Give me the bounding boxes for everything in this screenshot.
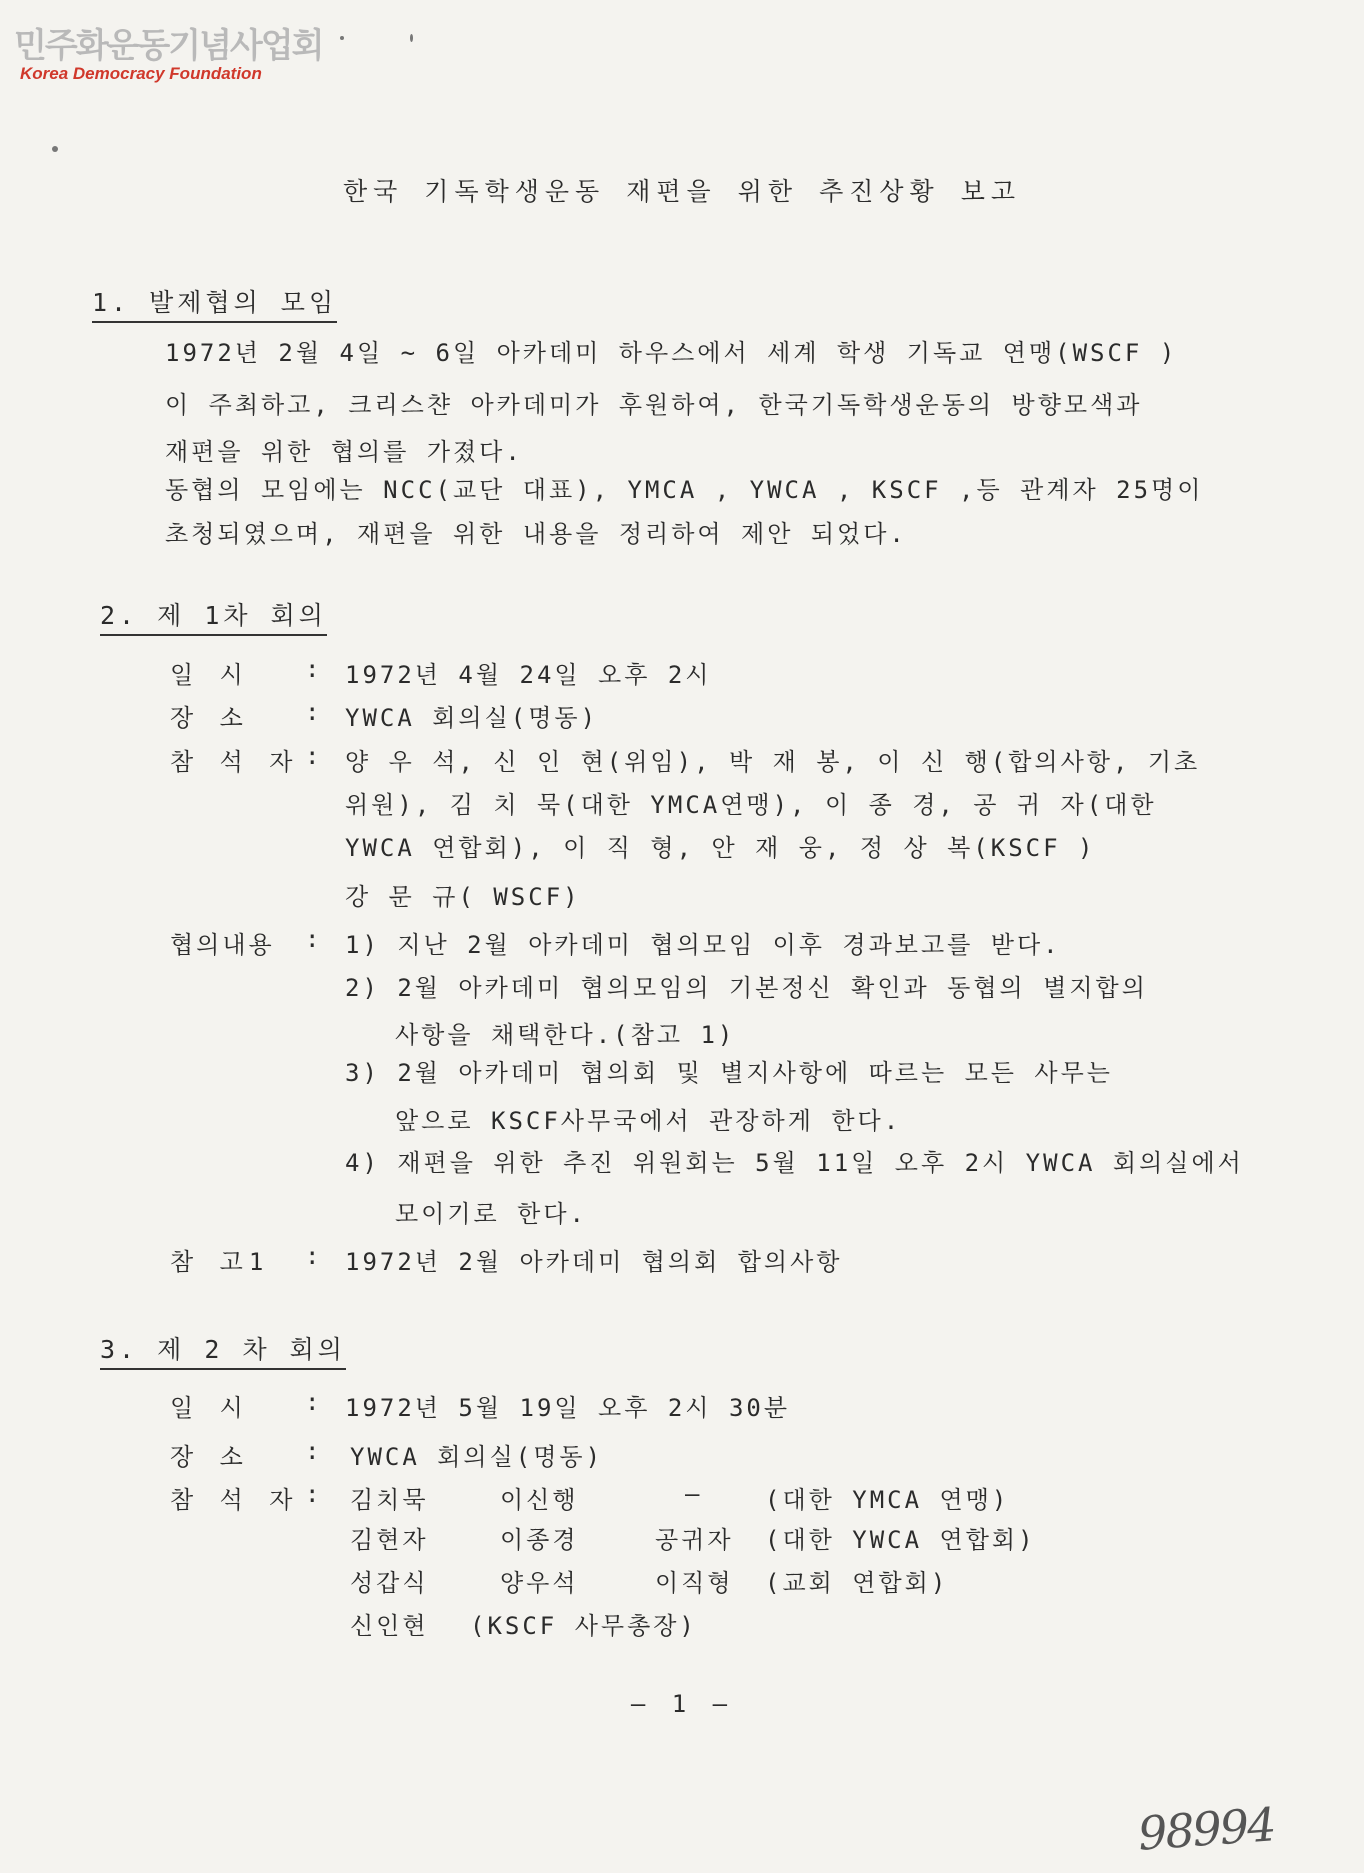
- meeting-1-date: 1972년 4월 24일 오후 2시: [345, 661, 712, 689]
- meeting-1-place: YWCA 회의실(명동): [345, 704, 599, 732]
- attendee-cell: 양우석: [500, 1569, 579, 1597]
- content-item-cont: 사항을 채택한다.(참고 1): [395, 1021, 736, 1049]
- attendee-cell: 신인현: [350, 1612, 429, 1640]
- attendees-line: 강 문 규( WSCF): [345, 883, 581, 911]
- content-item-cont: 앞으로 KSCF사무국에서 관장하게 한다.: [395, 1107, 902, 1135]
- attendee-cell: 공귀자: [655, 1526, 734, 1554]
- section-1-line: 1972년 2월 4일 ~ 6일 아카데미 하우스에서 세계 학생 기독교 연맹(WSCF ): [165, 339, 1178, 367]
- colon: :: [305, 1242, 320, 1270]
- attendees-label: 참 석 자: [170, 1486, 299, 1514]
- content-item: 3) 2월 아카데미 협의회 및 별지사항에 따르는 모든 사무는: [345, 1059, 1113, 1087]
- content-item: 4) 재편을 위한 추진 위원회는 5월 11일 오후 2시 YWCA 회의실에서: [345, 1149, 1244, 1177]
- section-1-line: 재편을 위한 협의를 가졌다.: [165, 438, 523, 466]
- attendee-cell: 이직형: [655, 1569, 734, 1597]
- attendee-cell: 이신행: [500, 1486, 579, 1514]
- attendee-cell: 성갑식: [350, 1569, 429, 1597]
- colon: :: [305, 1388, 320, 1416]
- attendee-cell: 김현자: [350, 1526, 429, 1554]
- attendee-cell: 김치묵: [350, 1486, 429, 1514]
- attendees-label: 참 석 자: [170, 748, 299, 776]
- colon: :: [305, 925, 320, 953]
- speck: [340, 36, 344, 40]
- handwritten-document-number: 98994: [1136, 1797, 1277, 1861]
- section-1-heading: 1. 발제협의 모임: [92, 283, 337, 323]
- attendee-org: (KSCF 사무총장): [470, 1612, 697, 1640]
- content-label: 협의내용: [170, 931, 275, 959]
- attendee-cell: —: [685, 1480, 703, 1508]
- speck: [52, 146, 58, 152]
- colon: :: [305, 698, 320, 726]
- place-label: 장 소: [170, 1443, 249, 1471]
- reference-label: 참 고1: [170, 1248, 270, 1276]
- content-item: 2) 2월 아카데미 협의모임의 기본정신 확인과 동협의 별지합의: [345, 974, 1148, 1002]
- foundation-watermark-korean: 민주화운동기념사업회: [14, 26, 323, 66]
- page-number: — 1 —: [630, 1690, 734, 1718]
- colon: :: [305, 1480, 320, 1508]
- attendee-org: (대한 YMCA 연맹): [765, 1486, 1010, 1514]
- date-label: 일 시: [170, 661, 249, 689]
- meeting-2-place: YWCA 회의실(명동): [350, 1443, 604, 1471]
- attendees-line: 양 우 석, 신 인 현(위임), 박 재 봉, 이 신 행(합의사항, 기초: [345, 748, 1201, 776]
- section-1-line: 이 주최하고, 크리스챤 아카데미가 후원하여, 한국기독학생운동의 방향모색과: [165, 391, 1143, 419]
- date-label: 일 시: [170, 1394, 249, 1422]
- attendee-cell: 이종경: [500, 1526, 579, 1554]
- attendees-line: YWCA 연합회), 이 직 형, 안 재 웅, 정 상 복(KSCF ): [345, 834, 1096, 862]
- colon: :: [305, 742, 320, 770]
- attendee-org: (대한 YWCA 연합회): [765, 1526, 1036, 1554]
- foundation-watermark-english: Korea Democracy Foundation: [20, 64, 262, 83]
- content-item: 1) 지난 2월 아카데미 협의모임 이후 경과보고를 받다.: [345, 931, 1061, 959]
- attendee-org: (교회 연합회): [765, 1569, 949, 1597]
- colon: :: [305, 655, 320, 683]
- section-2-heading: 2. 제 1차 회의: [100, 596, 327, 636]
- speck: [410, 34, 413, 42]
- meeting-2-date: 1972년 5월 19일 오후 2시 30분: [345, 1394, 791, 1422]
- section-1-line: 동협의 모임에는 NCC(교단 대표), YMCA , YWCA , KSCF ,등 관계자 25명이: [165, 476, 1204, 504]
- reference-value: 1972년 2월 아카데미 협의회 합의사항: [345, 1248, 843, 1276]
- attendees-line: 위원), 김 치 묵(대한 YMCA연맹), 이 종 경, 공 귀 자(대한: [345, 791, 1157, 819]
- document-title: 한국 기독학생운동 재편을 위한 추진상황 보고: [342, 177, 1022, 206]
- colon: :: [305, 1437, 320, 1465]
- place-label: 장 소: [170, 704, 249, 732]
- section-3-heading: 3. 제 2 차 회의: [100, 1330, 346, 1370]
- section-1-line: 초청되였으며, 재편을 위한 내용을 정리하여 제안 되었다.: [165, 520, 907, 548]
- content-item-cont: 모이기로 한다.: [395, 1200, 588, 1228]
